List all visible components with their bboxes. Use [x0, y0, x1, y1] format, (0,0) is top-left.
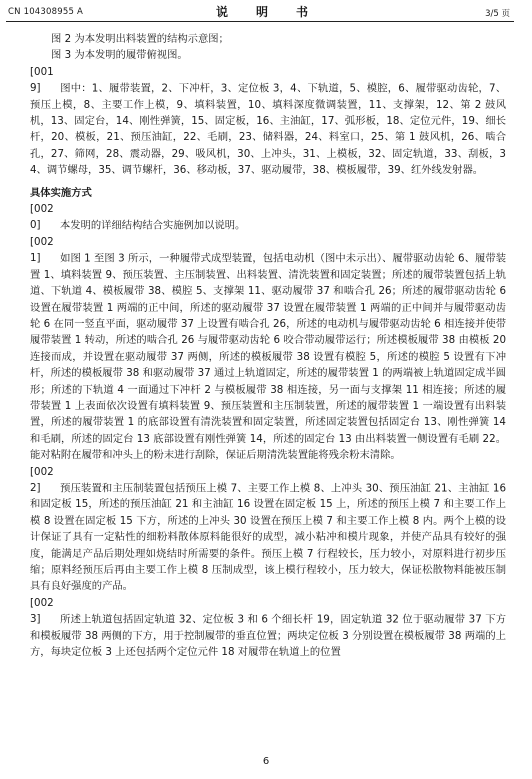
- paragraph-0019: [30, 64, 506, 179]
- paragraph-text: 预压装置和主压制装置包括预压上模 7、主要工作上模 8、上冲头 30、预压油缸 21、主油缸 16 和固定板 15，所述的预压油缸 21 和主油缸 16 设置在固定板 15 上，所述的预压上模 7 和主要工作上模 8 设置在固定板 15 下方，所述的上冲头 30 设置在预压上模 7 和主要工作上模 8 内。两个上模的设计保证了具有一定粘性的细粉料散体原料能很好的成型，减小粘冲和模片现象，并使产品具有较好的强度，能满足产品后期处理如烧结时所需要的条件。预压上模 7 行程较长，压力较小，对原料进行初步压缩；原料经预压后再由主要工作上模 8 压制成型，该上模行程较小，压力较大，保证松散物料能被压制具有良好强度的产品。: [30, 481, 506, 593]
- paragraph-0021: [30, 234, 506, 464]
- paragraph-text: 图中：1、履带装置，2、下冲杆，3、定位板 3，4、下轨道，5、模腔，6、履带驱动齿轮，7、预压上模，8、主要工作上模，9、填料装置，10、填料深度微调装置，11、支撑架，12、第 2 鼓风机，13、固定台，14、刚性弹簧，15、固定板，16、主油缸，17、弧形板，18、定位元件，19、细长杆，20、模板，21、预压油缸，22、毛刷，23、储料器，24、料室口，25、第 1 鼓风机，26、啮合孔，27、筛网，28、震动器，29、吸风机，30、上冲头，31、上模板，32、固定轨道，33、刮板，34、调节螺母，35、调节螺杆，36、移动板，37、驱动履带，38、模板履带，39、红外线发射器。: [30, 82, 506, 177]
- paragraph-text: 所述上轨道包括固定轨道 32、定位板 3 和 6 个细长杆 19，固定轨道 32 位于驱动履带 37 下方和模板履带 38 两侧的下方，用于控制履带的垂直位置；两块定位板 3 分别设置在模板履带 38 两端的上方，每块定位板 3 上还包括两个定位元件 18 对履带在轨道上的位置: [30, 613, 506, 659]
- paragraph-number: [0022]: [30, 465, 54, 494]
- paragraph-0020: [30, 201, 506, 234]
- paragraph-text: 本发明的详细结构结合实施例加以说明。: [60, 219, 246, 232]
- header-divider: [6, 21, 514, 22]
- document-body: [30, 31, 506, 660]
- section-heading: 具体实施方式: [30, 186, 92, 199]
- paragraph-text: 如图 1 至图 3 所示，一种履带式成型装置，包括电动机（图中未示出）、履带驱动齿轮 6、履带装置 1、填料装置 9、预压装置、主压制装置、出料装置、清洗装置和固定装置；所述的履带装置包括上轨道、下轨道 4、模板履带 38、模腔 5、支撑架 11、驱动履带 37 和啮合孔 26；所述的履带驱动齿轮 6 设置在履带装置 1 两端的正中间，所述的驱动履带 37 设置在履带装置 1 两端的正中间并与履带驱动齿轮 6 在同一竖直平面，驱动履带 37 上设置有啮合孔 26，所述的电动机与履带驱动齿轮 6 相连接并使带履带装置 1 转动，所述的啮合孔 26 与履带驱动齿轮 6 咬合带动履带运行；所述模板履带 38 由模板 20 连接而成，并设置在驱动履带 37 两侧，所述的模板履带 38 设置有模腔 5，所述的模腔 5 设置有下冲杆，所述的模板履带 38 和驱动履带 37 通过上轨道固定，所述的履带装置 1 的两端被上轨道固定成半圆形；所述的下轨道 4 一面通过下冲杆 2 与模板履带 38 相连接，另一面与支撑架 11 相连接；所述的履带装置 1 上表面依次设置有填料装置 9、预压装置和主压制装置，所述的履带装置 1 一端设置有出料装置，所述的履带装置 1 的底部设置有清洗装置和固定装置，所述固定装置包括固定台 13、刚性弹簧 14 和毛刷，所述的固定台 13 底部设置有刚性弹簧 14，所述的固定台 13 由出料装置一侧设置有毛刷 22。能对粘附在履带和冲头上的粉末进行刮除，保证后期清洗装置能将残余粉末清除。: [30, 252, 506, 462]
- paragraph-number: [0021]: [30, 235, 54, 265]
- paragraph-number: [0020]: [30, 203, 54, 232]
- page-number: 6: [262, 756, 270, 767]
- figure-caption-2: 图 2 为本发明出料装置的结构示意图；: [51, 33, 229, 45]
- figure-caption-3: 图 3 为本发明的履带俯视图。: [51, 49, 188, 62]
- paragraph-number: [0019]: [30, 65, 54, 95]
- page-indicator: 3/5 页: [485, 9, 510, 19]
- paragraph-0023: [30, 595, 506, 661]
- paragraph-0022: [30, 464, 506, 595]
- paragraph-number: [0023]: [30, 596, 54, 626]
- page-header: [0, 0, 532, 22]
- document-title: 说 明 书: [215, 5, 316, 19]
- document-id: CN 104308955 A: [8, 7, 83, 17]
